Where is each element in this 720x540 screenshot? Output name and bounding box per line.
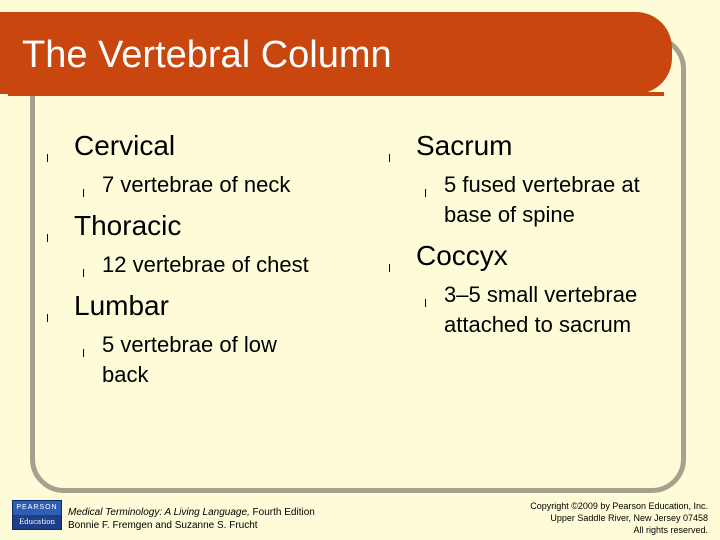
slide-title: The Vertebral Column bbox=[22, 34, 392, 76]
bullet-icon: l bbox=[46, 312, 50, 325]
logo-bottom-text: Education bbox=[19, 518, 55, 526]
bullet-icon: l bbox=[424, 187, 428, 200]
sub-bullet-label: 5 vertebrae of low back bbox=[102, 332, 277, 387]
bullet-item bbox=[388, 238, 688, 274]
title-underline bbox=[8, 92, 664, 96]
bullet-icon: l bbox=[388, 152, 392, 165]
right-column bbox=[388, 128, 688, 348]
footer-citation bbox=[68, 506, 315, 532]
bullet-icon: l bbox=[82, 347, 86, 360]
bullet-icon: l bbox=[46, 232, 50, 245]
sub-bullet-label: 12 vertebrae of chest bbox=[102, 252, 309, 277]
sub-bullet-label: 7 vertebrae of neck bbox=[102, 172, 291, 197]
footer-copyright bbox=[530, 500, 708, 536]
bullet-icon: l bbox=[82, 267, 86, 280]
citation-line-1 bbox=[68, 506, 315, 519]
bullet-label: Sacrum bbox=[416, 130, 513, 161]
bullet-icon: l bbox=[82, 187, 86, 200]
bullet-label: Coccyx bbox=[416, 240, 508, 271]
citation-authors: Bonnie F. Fremgen and Suzanne S. Frucht bbox=[68, 520, 258, 531]
pearson-logo bbox=[12, 500, 62, 530]
sub-bullet-item bbox=[46, 170, 366, 200]
bullet-icon: l bbox=[424, 297, 428, 310]
left-column bbox=[46, 128, 366, 398]
bullet-item bbox=[46, 208, 366, 244]
bullet-icon: l bbox=[46, 152, 50, 165]
sub-bullet-item bbox=[46, 250, 366, 280]
bullet-label: Thoracic bbox=[74, 210, 182, 241]
copyright-line-3: All rights reserved. bbox=[633, 525, 708, 535]
book-edition: Fourth Edition bbox=[249, 507, 315, 518]
bullet-item bbox=[388, 128, 688, 164]
sub-bullet-item bbox=[46, 330, 296, 390]
bullet-item bbox=[46, 128, 366, 164]
sub-bullet-label: 5 fused vertebrae at base of spine bbox=[444, 172, 640, 227]
sub-bullet-item bbox=[388, 280, 678, 340]
bullet-label: Lumbar bbox=[74, 290, 169, 321]
copyright-line-1: Copyright ©2009 by Pearson Education, Inc. bbox=[530, 501, 708, 511]
bullet-icon: l bbox=[388, 262, 392, 275]
book-title: Medical Terminology: A Living Language, bbox=[68, 507, 250, 518]
copyright-line-2: Upper Saddle River, New Jersey 07458 bbox=[550, 513, 708, 523]
logo-top-text: PEARSON bbox=[13, 501, 61, 515]
bullet-item bbox=[46, 288, 366, 324]
bullet-label: Cervical bbox=[74, 130, 176, 161]
sub-bullet-item bbox=[388, 170, 678, 230]
sub-bullet-label: 3–5 small vertebrae attached to sacrum bbox=[444, 282, 638, 337]
